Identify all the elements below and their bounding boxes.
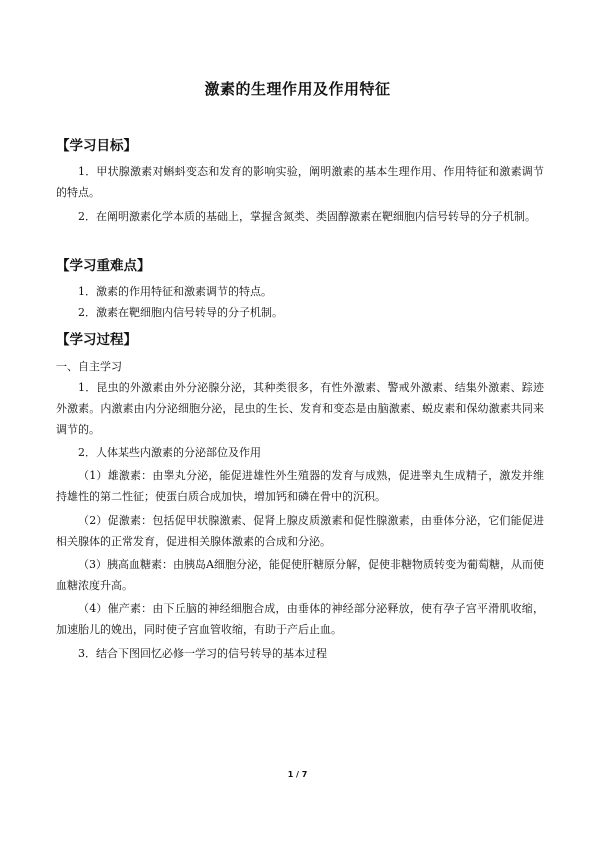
process-intro: 一、自主学习 (56, 360, 122, 373)
key-points-heading: 【学习重难点】 (56, 258, 151, 274)
process-item-2: 2．人体某些内激素的分泌部位及作用 (78, 446, 261, 459)
process-item-glucagon: （3）胰高血糖素：由胰岛A细胞分泌，能促使肝糖原分解，促使非糖物质转变为葡萄糖，从而使血糖浓度升高。 (56, 558, 544, 592)
process-item-1: 1．昆虫的外激素由外分泌腺分泌，其种类很多，有性外激素、警戒外激素、结集外激素、踪迹外激素。内激素由内分泌细胞分泌，昆虫的生长、发育和变态是由脑激素、蜕皮素和保幼激素共同来调节的。 (56, 381, 544, 436)
process-item-androgen: （1）雄激素：由睾丸分泌，能促进雄性外生殖器的发育与成熟，促进睾丸生成精子，激发并维持雄性的第二性征；使蛋白质合成加快，增加钙和磷在骨中的沉积。 (56, 469, 544, 503)
goals-heading: 【学习目标】 (56, 138, 137, 154)
key-point-1: 1．激素的作用特征和激素调节的特点。 (78, 285, 272, 298)
process-item-tropic-hormone: （2）促激素：包括促甲状腺激素、促肾上腺皮质激素和促性腺激素，由垂体分泌，它们能促进相关腺体的正常发育，促进相关腺体激素的合成和分泌。 (56, 514, 544, 548)
goal-item-2: 2．在阐明激素化学本质的基础上，掌握含氮类、类固醇激素在靶细胞内信号转导的分子机制。 (78, 210, 536, 223)
key-point-2: 2．激素在靶细胞内信号转导的分子机制。 (78, 306, 283, 319)
page-title: 激素的生理作用及作用特征 (204, 80, 391, 98)
goal-item-1: 1．甲状腺激素对蝌蚪变态和发育的影响实验，阐明激素的基本生理作用、作用特征和激素调节的特点。 (56, 165, 544, 199)
process-item-3: 3．结合下图回忆必修一学习的信号转导的基本过程 (78, 647, 327, 660)
page-number: 1 / 7 (287, 770, 308, 779)
process-item-oxytocin: （4）催产素：由下丘脑的神经细胞合成，由垂体的神经部分泌释放，使有孕子宫平滑肌收缩，加速胎儿的娩出，同时使子宫血管收缩，有助于产后止血。 (56, 602, 544, 636)
process-heading: 【学习过程】 (56, 332, 137, 348)
